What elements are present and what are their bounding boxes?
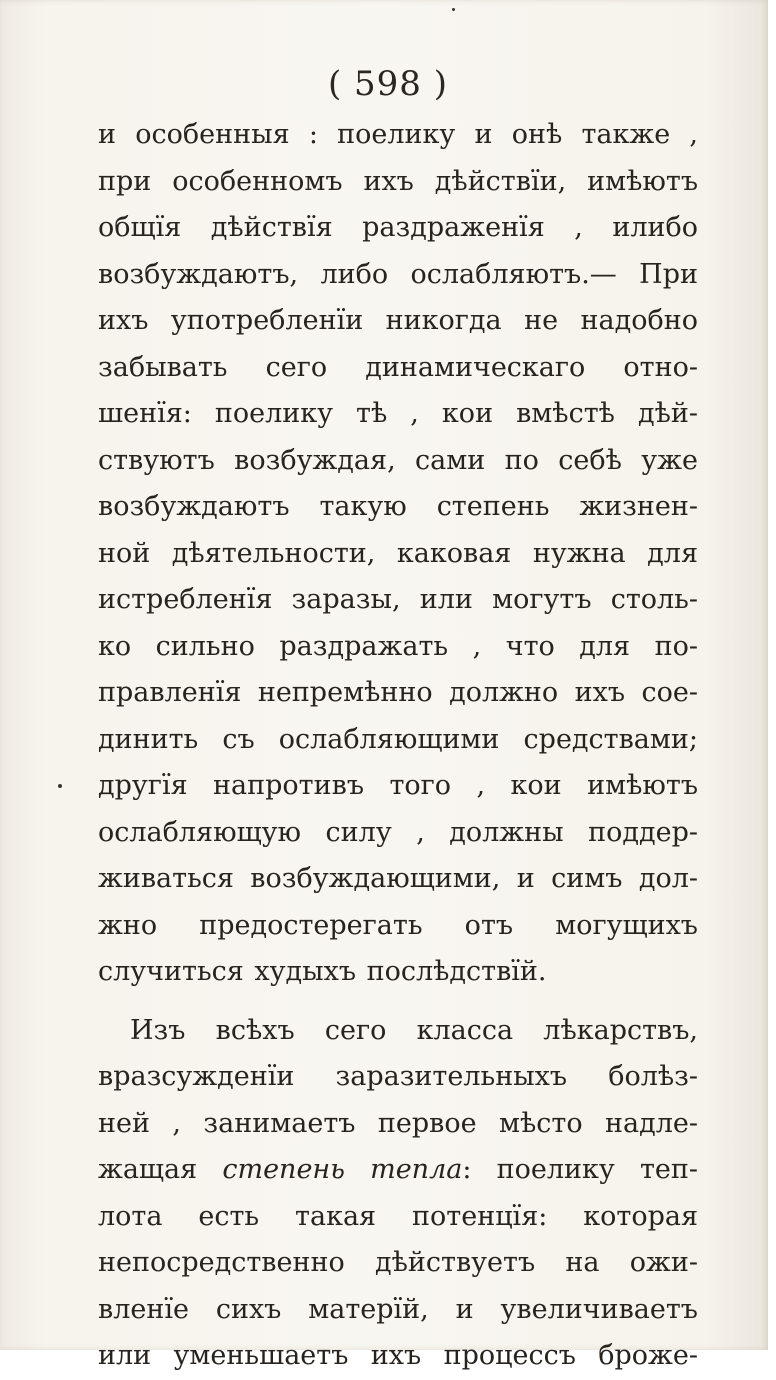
text-line: другїя напротивъ того , кои имѣютъ xyxy=(98,770,698,801)
text-line: вленїе сихъ матерїй, и увеличиваетъ xyxy=(98,1293,698,1325)
text-line: ней , занимаетъ первое мѣсто надле- xyxy=(98,1107,698,1139)
text-line: ной дѣятельности, каковая нужна для xyxy=(98,537,698,569)
text-line: жно предостерегать отъ могущихъ xyxy=(98,909,698,941)
text-line: ствуютъ возбуждая, сами по себѣ уже xyxy=(98,444,698,476)
text-line: ихъ употребленїи никогда не надобно xyxy=(98,305,698,336)
text-line: возбуждаютъ, либо ослабляютъ.— При xyxy=(98,258,698,290)
text-line: шенїя: поелику тѣ , кои вмѣстѣ дѣй- xyxy=(98,398,698,429)
text-line: истребленїя заразы, или могутъ столь- xyxy=(98,584,698,615)
page-number: ( 598 ) xyxy=(327,64,449,104)
text-line: лота есть такая потенцїя: которая xyxy=(98,1200,698,1232)
ink-speck xyxy=(58,784,62,788)
text-line: при особенномъ ихъ дѣйствїи, имѣютъ xyxy=(98,165,698,197)
text-line: ослабляющую силу , должны поддер- xyxy=(98,816,698,848)
text-line: или уменьшаетъ ихъ процессъ броже- xyxy=(98,1340,698,1371)
page-edge xyxy=(768,0,776,1350)
emphasized-phrase: степень тепла xyxy=(222,1154,463,1185)
text-line-with-emphasis xyxy=(98,1147,698,1194)
text-line: непосредственно дѣйствуетъ на ожи- xyxy=(98,1247,698,1278)
paragraph-first-line: Изъ всѣхъ сего класса лѣкарствъ, xyxy=(130,1014,698,1046)
line-prefix: жащая xyxy=(98,1154,198,1185)
text-line: случиться худыхъ послѣдствїй. xyxy=(98,956,547,987)
text-line: общїя дѣйствїя раздраженїя , илибо xyxy=(98,212,698,243)
text-line: динить съ ослабляющими средствами; xyxy=(98,723,698,755)
ink-speck xyxy=(452,8,455,11)
body-text xyxy=(98,112,698,1380)
text-line: и особенныя : поелику и онѣ также , xyxy=(98,119,698,150)
text-line: возбуждаютъ такую степень жизнен- xyxy=(98,491,698,522)
line-suffix: : поелику теп- xyxy=(462,1154,698,1185)
text-line: вразсужденїи заразительныхъ болѣз- xyxy=(98,1061,698,1092)
text-line: ко сильно раздражать , что для по- xyxy=(98,630,698,662)
text-line: живаться возбуждающими, и симъ дол- xyxy=(98,863,698,894)
text-line: забывать сего динамическаго отно- xyxy=(98,351,698,383)
text-line: правленїя непремѣнно должно ихъ сое- xyxy=(98,677,698,708)
